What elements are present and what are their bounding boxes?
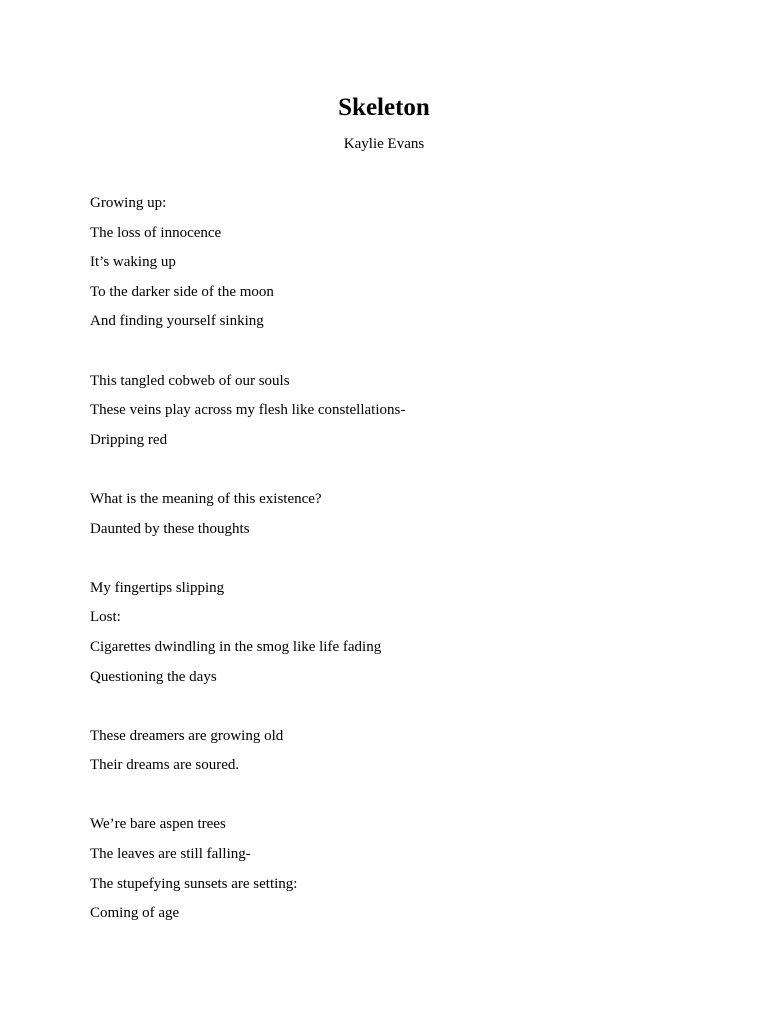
poem-line: Coming of age <box>90 905 180 922</box>
poem-line: This tangled cobweb of our souls <box>90 372 290 389</box>
poem-line: The stupefying sunsets are setting: <box>90 875 298 892</box>
poem-line: What is the meaning of this existence? <box>90 490 322 507</box>
stanza <box>90 578 710 696</box>
poem-line: The loss of innocence <box>90 224 222 241</box>
stanza-break <box>90 785 710 815</box>
stanza-break <box>90 341 710 371</box>
poem-line: Dripping red <box>90 431 168 448</box>
stanza <box>90 489 710 548</box>
poem-line: These dreamers are growing old <box>90 727 284 744</box>
poem-line: And finding yourself sinking <box>90 313 264 330</box>
poem-line: Cigarettes dwindling in the smog like life fading <box>90 638 382 655</box>
stanza <box>90 371 710 460</box>
poem-line: Questioning the days <box>90 668 217 685</box>
poem-line: Growing up: <box>90 195 167 211</box>
stanza-break <box>90 548 710 578</box>
poem-line: My fingertips slipping <box>90 579 225 596</box>
stanza-break <box>90 459 710 489</box>
poem-line: Daunted by these thoughts <box>90 520 250 537</box>
poem-title: Skeleton <box>338 94 430 121</box>
poem-line: To the darker side of the moon <box>90 283 274 300</box>
poem-line: It’s waking up <box>90 254 176 271</box>
poem-line: Their dreams are soured. <box>90 757 240 774</box>
stanza <box>90 726 710 785</box>
stanza-break <box>90 696 710 726</box>
stanza <box>90 193 710 341</box>
poem-line: We’re bare aspen trees <box>90 816 226 833</box>
stanza <box>90 814 710 932</box>
poem-line: Lost: <box>90 609 121 626</box>
poem-line: These veins play across my flesh like constellations- <box>90 402 406 419</box>
poem-body <box>90 193 710 933</box>
poem-line: The leaves are still falling- <box>90 846 251 863</box>
poem-author: Kaylie Evans <box>343 136 425 152</box>
